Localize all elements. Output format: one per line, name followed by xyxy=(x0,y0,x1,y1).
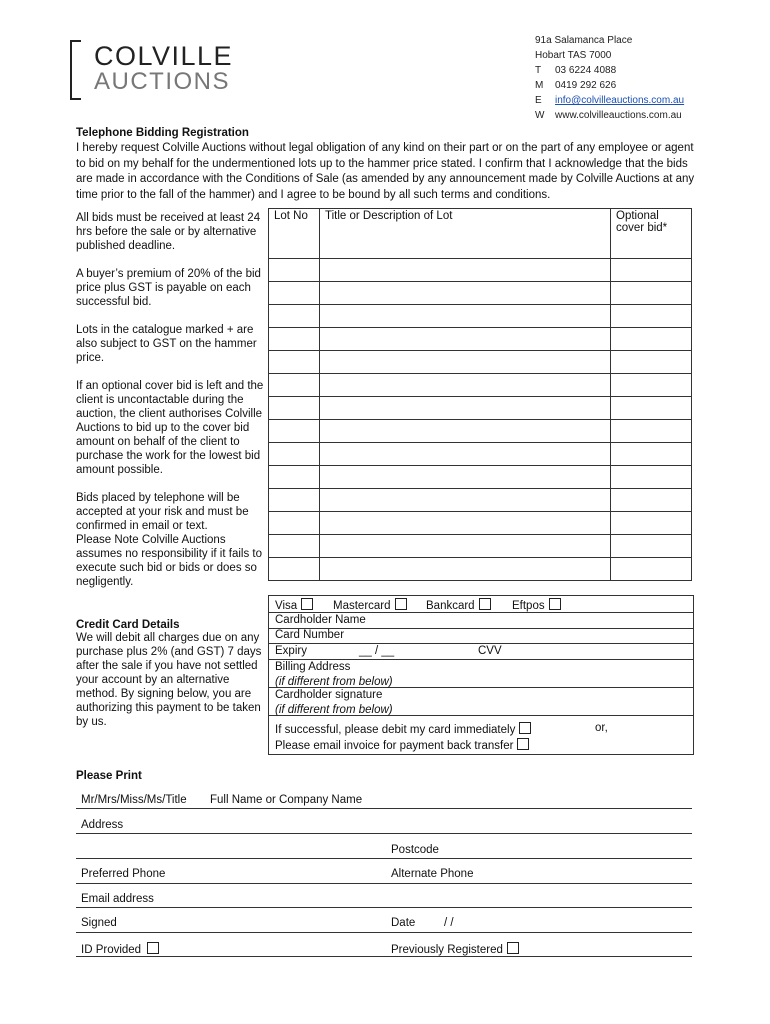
preferred-phone-label: Preferred Phone xyxy=(81,868,166,880)
expiry-fill[interactable]: __ / __ xyxy=(359,645,395,657)
invoice-option[interactable] xyxy=(275,738,529,752)
lot-row[interactable] xyxy=(269,397,692,420)
logo-line-2: AUCTIONS xyxy=(94,68,231,95)
col-cover-line-1: Optional xyxy=(616,210,659,222)
expiry-label: Expiry xyxy=(275,645,307,657)
signed-line[interactable] xyxy=(76,932,692,933)
lot-row[interactable] xyxy=(269,489,692,512)
card-type-row xyxy=(269,596,693,612)
phone-label: T xyxy=(535,65,542,76)
billing-row[interactable] xyxy=(269,660,693,688)
mastercard-checkbox[interactable] xyxy=(395,598,407,610)
lot-row[interactable] xyxy=(269,420,692,443)
mobile-value: 0419 292 626 xyxy=(555,80,617,91)
logo-bracket xyxy=(70,40,81,100)
cardholder-signature-label: Cardholder signature xyxy=(275,689,383,701)
id-line[interactable] xyxy=(76,956,692,957)
invoice-checkbox[interactable] xyxy=(517,738,529,750)
id-provided-label: ID Provided xyxy=(81,944,142,956)
bankcard-checkbox[interactable] xyxy=(479,598,491,610)
payment-choice-row xyxy=(269,716,693,754)
date-fill[interactable]: / / xyxy=(444,917,454,929)
visa-option[interactable] xyxy=(275,598,313,612)
address-label: Address xyxy=(81,819,124,831)
signature-row[interactable] xyxy=(269,688,693,716)
id-provided-checkbox[interactable] xyxy=(147,942,159,954)
lot-row[interactable] xyxy=(269,535,692,558)
lot-row[interactable] xyxy=(269,305,692,328)
address-phone xyxy=(535,63,684,78)
email-label: E xyxy=(535,95,542,106)
eftpos-label: Eftpos xyxy=(512,600,545,612)
note-responsibility: Please Note Colville Auctions assumes no responsibility if it fails to execute such bid or bids or does so negligently. xyxy=(76,534,262,588)
or-text: or, xyxy=(595,722,608,734)
address-line-2[interactable] xyxy=(76,858,692,859)
logo-line-1: COLVILLE xyxy=(94,41,234,71)
eftpos-option[interactable] xyxy=(512,598,561,612)
billing-address-label: Billing Address xyxy=(275,661,351,673)
form-title: Telephone Bidding Registration xyxy=(76,127,249,139)
lot-row[interactable] xyxy=(269,558,692,581)
mastercard-label: Mastercard xyxy=(333,600,391,612)
eftpos-checkbox[interactable] xyxy=(549,598,561,610)
phone-value: 03 6224 4088 xyxy=(555,65,617,76)
credit-card-title: Credit Card Details xyxy=(76,619,180,631)
address-web xyxy=(535,108,684,123)
phone-line[interactable] xyxy=(76,883,692,884)
visa-checkbox[interactable] xyxy=(301,598,313,610)
lots-table xyxy=(268,208,692,581)
postcode-label: Postcode xyxy=(391,844,439,856)
lot-row[interactable] xyxy=(269,443,692,466)
lot-row[interactable] xyxy=(269,259,692,282)
signature-note: (if different from below) xyxy=(275,704,393,716)
number-row[interactable] xyxy=(269,628,693,644)
email-line[interactable] xyxy=(76,907,692,908)
full-name-label: Full Name or Company Name xyxy=(210,794,363,806)
mastercard-option[interactable] xyxy=(333,598,407,612)
address-mobile xyxy=(535,78,684,93)
col-lot-no: Lot No xyxy=(269,209,320,259)
previously-registered-option[interactable] xyxy=(391,942,519,956)
note-received: All bids must be received at least 24 hrs before the sale or by alternative published deadline. xyxy=(76,212,261,252)
col-cover-bid xyxy=(611,209,692,259)
intro-text: I hereby request Colville Auctions without legal obligation of any kind on their part or on the part of any employee or agent to bid on my behalf for the undermentioned lots up to the hammer price stated. I confirm that I acknowledge that the bids are made in accordance with the Conditions of Sale (as amended by any announcement made by Colville Auctions at any time prior to the fall of the hammer) and I agree to be bound by all such terms and conditions. xyxy=(76,142,695,201)
address-block xyxy=(535,33,684,123)
lot-row[interactable] xyxy=(269,351,692,374)
cvv-label: CVV xyxy=(478,645,502,657)
address-city: Hobart TAS 7000 xyxy=(535,50,612,61)
salutation-label: Mr/Mrs/Miss/Ms/Title xyxy=(81,794,187,806)
alternate-phone-label: Alternate Phone xyxy=(391,868,474,880)
billing-note: (if different from below) xyxy=(275,676,393,688)
lot-row[interactable] xyxy=(269,282,692,305)
cardholder-name-label: Cardholder Name xyxy=(275,614,366,626)
visa-label: Visa xyxy=(275,600,298,612)
previously-registered-checkbox[interactable] xyxy=(507,942,519,954)
web-value: www.colvilleauctions.com.au xyxy=(555,110,682,121)
lots-header-row xyxy=(269,209,692,259)
address-email xyxy=(535,93,684,108)
debit-checkbox[interactable] xyxy=(519,722,531,734)
lot-row[interactable] xyxy=(269,328,692,351)
lot-row[interactable] xyxy=(269,512,692,535)
note-cover: If an optional cover bid is left and the client is uncontactable during the auction, the client authorises Colville Auctions to bid up to the cover bid amount on behalf of the client to purchase the work for the lowest bid amount possible. xyxy=(76,380,264,476)
name-line[interactable] xyxy=(76,808,692,809)
date-label: Date xyxy=(391,917,416,929)
bankcard-label: Bankcard xyxy=(426,600,475,612)
card-details-box xyxy=(268,595,694,755)
please-print-heading: Please Print xyxy=(76,770,142,782)
email-address-label: Email address xyxy=(81,893,154,905)
previously-registered-label: Previously Registered xyxy=(391,944,503,956)
web-label: W xyxy=(535,110,545,121)
lot-row[interactable] xyxy=(269,466,692,489)
signed-label: Signed xyxy=(81,917,117,929)
note-gst: Lots in the catalogue marked + are also subject to GST on the hammer price. xyxy=(76,324,257,364)
mobile-label: M xyxy=(535,80,544,91)
col-title: Title or Description of Lot xyxy=(320,209,611,259)
lot-row[interactable] xyxy=(269,374,692,397)
address-line-1[interactable] xyxy=(76,833,692,834)
id-provided-option[interactable] xyxy=(81,942,159,956)
bankcard-option[interactable] xyxy=(426,598,491,612)
card-number-label: Card Number xyxy=(275,629,345,641)
credit-card-text: We will debit all charges due on any purchase plus 2% (and GST) 7 days after the sale if you have not settled your account by an alternative method. By signing below, you are authorizing this payment to be taken by us. xyxy=(76,632,262,728)
debit-label: If successful, please debit my card immediately xyxy=(275,724,516,736)
address-street: 91a Salamanca Place xyxy=(535,35,633,46)
note-telephone: Bids placed by telephone will be accepted at your risk and must be confirmed in email or text. xyxy=(76,492,249,532)
debit-option[interactable] xyxy=(275,722,531,736)
col-cover-line-2: cover bid* xyxy=(616,222,668,234)
expiry-row[interactable] xyxy=(269,644,693,660)
invoice-label: Please email invoice for payment back transfer xyxy=(275,740,514,752)
holder-row[interactable] xyxy=(269,612,693,629)
note-premium: A buyer’s premium of 20% of the bid price plus GST is payable on each successful bid. xyxy=(76,268,261,308)
email-link[interactable]: info@colvilleauctions.com.au xyxy=(555,95,685,106)
